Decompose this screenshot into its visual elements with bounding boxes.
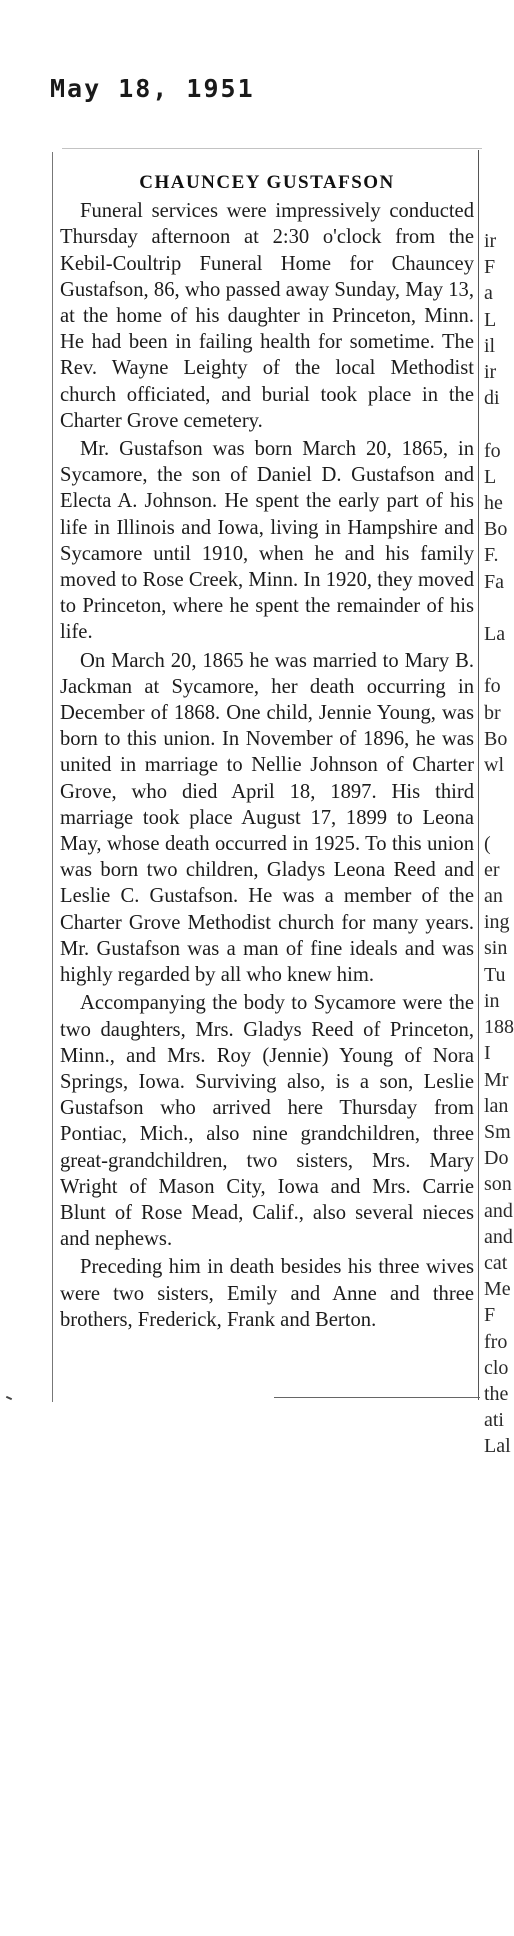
right-column-rule: [478, 150, 479, 1400]
paragraph-early-life: Mr. Gustafson was born March 20, 1865, in Sycamore, the son of Daniel D. Gustafson and Electa A. Johnson. He spent the early part of his life in Illinois and Iowa, living in Hampshire and Sycamore until 1910, when he and his family moved to Rose Creek, Minn. In 1920, they moved to Princeton, where he spent the remainder of his life.: [60, 438, 474, 644]
adjacent-column-fragment: F: [484, 256, 496, 279]
adjacent-column-fragment: [484, 411, 500, 437]
adjacent-column-fragment: [484, 778, 500, 804]
adjacent-column-fragment: Sm: [484, 1120, 511, 1143]
left-column-rule: [52, 152, 53, 1402]
adjacent-column-fragment: Bo: [484, 518, 508, 541]
adjacent-column-fragment: Do: [484, 1147, 509, 1170]
adjacent-column-fragment: cat: [484, 1251, 508, 1274]
adjacent-column-fragment: er: [484, 858, 500, 881]
adjacent-column-fragment: La: [484, 623, 506, 646]
paragraph-marriages: On March 20, 1865 he was married to Mary B. Jackman at Sycamore, her death occurring in December of 1868. One child, Jennie Young, was born to this union. In November of 1896, he was united in marriage to Nellie Johnson of Charter Grove, who died April 18, 1897. His third marriage took place August 17, 1899 to Leona May, whose death occurred in 1925. To this union was born two children, Gladys Leona Reed and Leslie C. Gustafson. He was a member of the Charter Grove Methodist church for many years. Mr. Gustafson was a man of fine ideals and was highly regarded by all who knew him.: [60, 649, 474, 987]
adjacent-column-fragment: [484, 804, 500, 830]
adjacent-column-fragment: fro: [484, 1330, 508, 1353]
clipping-date: May 18, 1951: [50, 74, 255, 103]
adjacent-column-fragment: (: [484, 832, 491, 855]
adjacent-column-fragment: F.: [484, 544, 499, 567]
adjacent-column-fragments: [484, 228, 514, 1460]
adjacent-column-fragment: I: [484, 1042, 491, 1065]
adjacent-column-fragment: ir: [484, 230, 497, 252]
adjacent-column-fragment: in: [484, 989, 500, 1012]
adjacent-column-fragment: L: [484, 465, 497, 488]
obituary-headline: CHAUNCEY GUSTAFSON: [139, 172, 395, 193]
adjacent-column-fragment: and: [484, 1225, 513, 1248]
obituary-article: [60, 170, 474, 1333]
adjacent-column-fragment: fo: [484, 675, 501, 698]
adjacent-column-fragment: ir: [484, 361, 497, 384]
paragraph-funeral-services: Funeral services were impressively conducted Thursday afternoon at 2:30 o'clock from the Kebil-Coultrip Funeral Home for Chauncey Gustafson, 86, who passed away Sunday, May 13, at the home of his daughter in Princeton, Minn. He had been in failing health for sometime. The Rev. Wayne Leighty of the local Methodist church officiated, and burial took place in the Charter Grove cemetery.: [60, 200, 474, 432]
adjacent-column-fragment: son: [484, 1173, 512, 1196]
top-divider: [62, 148, 482, 149]
adjacent-column-fragment: the: [484, 1382, 509, 1405]
adjacent-column-fragment: Fa: [484, 570, 504, 593]
adjacent-column-fragment: a: [484, 282, 493, 305]
adjacent-column-fragment: di: [484, 387, 500, 410]
adjacent-column-fragment: Me: [484, 1278, 511, 1301]
paragraph-survivors: Accompanying the body to Sycamore were the two daughters, Mrs. Gladys Reed of Princeton, Minn., and Mrs. Roy (Jennie) Young of Nora Springs, Iowa. Surviving also, is a son, Leslie Gustafson who arrived here Thursday from Pontiac, Mich., also nine grandchildren, three great-grandchildren, two sisters, Mrs. Mary Wright of Mason City, Iowa and Mrs. Carrie Blunt of Rose Mead, Calif., also several nieces and nephews.: [60, 992, 474, 1251]
adjacent-column-fragment: 188: [484, 1016, 514, 1039]
adjacent-column-fragment: clo: [484, 1356, 509, 1379]
adjacent-column-fragment: [484, 647, 500, 673]
adjacent-column-fragment: [484, 595, 500, 621]
adjacent-column-fragment: he: [484, 492, 503, 515]
print-speck: [6, 1396, 12, 1400]
adjacent-column-fragment: and: [484, 1199, 513, 1222]
bottom-divider: [274, 1397, 480, 1398]
adjacent-column-fragment: fo: [484, 439, 501, 462]
adjacent-column-fragment: an: [484, 885, 503, 908]
adjacent-column-fragment: Bo: [484, 727, 508, 750]
adjacent-column-fragment: wl: [484, 754, 504, 777]
adjacent-column-fragment: Lal: [484, 1435, 511, 1458]
adjacent-column-fragment: Tu: [484, 963, 506, 986]
adjacent-column-fragment: sin: [484, 937, 508, 960]
adjacent-column-fragment: il: [484, 334, 496, 357]
adjacent-column-fragment: lan: [484, 1094, 509, 1117]
paragraph-preceded-in-death: Preceding him in death besides his three wives were two sisters, Emily and Anne and three brothers, Frederick, Frank and Berton.: [60, 1256, 474, 1331]
adjacent-column-fragment: F: [484, 1304, 496, 1327]
adjacent-column-fragment: Mr: [484, 1068, 509, 1091]
adjacent-column-fragment: L: [484, 308, 497, 331]
adjacent-column-fragment: ati: [484, 1409, 504, 1432]
adjacent-column-fragment: ing: [484, 911, 510, 934]
adjacent-column-fragment: br: [484, 701, 501, 724]
